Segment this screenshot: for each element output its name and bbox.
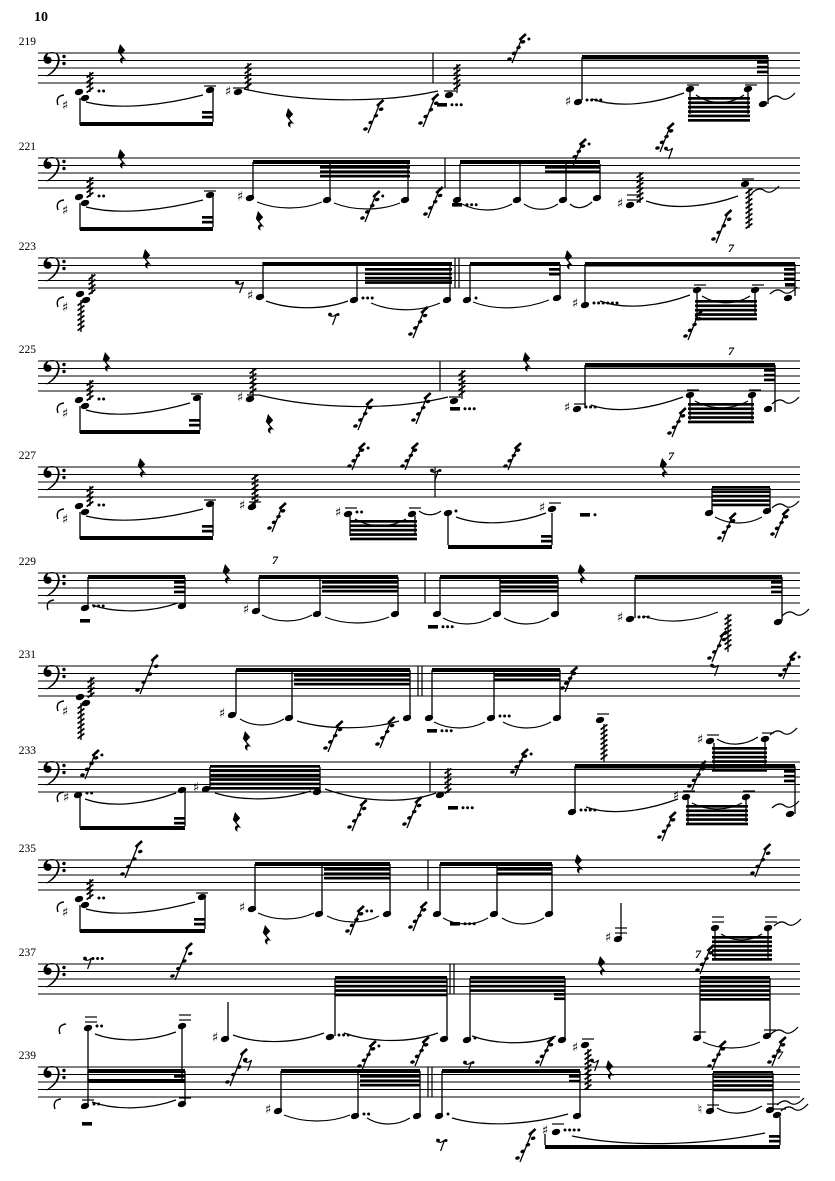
staff-system-223 [38,249,800,340]
svg-text:♯: ♯ [61,512,69,528]
tuplet-numeral: 7 [777,1048,783,1062]
svg-text:♯: ♯ [563,400,571,416]
svg-text:♯: ♯ [264,1102,272,1118]
svg-text:♯: ♯ [238,498,246,514]
svg-text:♯: ♯ [61,704,69,720]
svg-text:♯: ♯ [236,390,244,406]
svg-text:♯: ♯ [61,98,69,114]
page-number: 10 [34,10,48,25]
staff-system-219 [38,34,800,152]
svg-text:♯: ♯ [61,203,69,219]
measure-number: 227 [18,450,36,462]
svg-text:♯: ♯ [616,196,624,212]
svg-text:♯: ♯ [246,288,254,304]
staff-system-229 [38,564,809,662]
svg-text:♯: ♯ [538,500,546,516]
measure-number: 239 [18,1050,36,1062]
staff-system-239 [38,1049,808,1162]
svg-text:♯: ♯ [218,706,226,722]
svg-text:♯: ♯ [61,406,69,422]
svg-text:♯: ♯ [224,84,232,100]
staff-system-227 [38,443,800,549]
measure-number: 219 [18,36,36,48]
tuplet-numeral: 7 [728,241,734,255]
measure-number: 225 [18,344,36,356]
measure-number: 221 [18,141,36,153]
svg-text:♯: ♯ [541,1123,549,1139]
svg-text:♯: ♯ [604,930,612,946]
svg-text:♯: ♯ [696,732,704,748]
svg-text:♯: ♯ [334,505,342,521]
staff-system-235 [38,841,801,974]
svg-text:♯: ♯ [236,189,244,205]
tuplet-numeral: 7 [695,947,701,961]
tuplet-numeral: 7 [668,449,674,463]
svg-text:♯: ♯ [616,610,624,626]
svg-text:♯: ♯ [564,94,572,110]
measure-number: 233 [18,745,36,757]
measure-number: 235 [18,843,36,855]
svg-text:♯: ♯ [238,900,246,916]
svg-text:♯: ♯ [571,296,579,312]
svg-text:♯: ♯ [672,788,680,804]
tuplet-numeral: 7 [728,344,734,358]
svg-text:♯: ♯ [61,300,69,316]
measure-number: 223 [18,241,36,253]
measure-number: 237 [18,947,36,959]
svg-text:♯: ♯ [192,780,200,796]
svg-text:♯: ♯ [211,1030,219,1046]
measure-number: 229 [18,556,36,568]
staff-system-221 [38,139,800,243]
svg-text:♯: ♯ [61,905,69,921]
svg-text:♮: ♮ [697,1102,703,1118]
svg-text:♯: ♯ [571,1040,579,1056]
tuplet-numeral: 7 [272,553,278,567]
staff-system-225 [38,352,800,437]
staff-system-233 [38,749,800,841]
svg-text:♯: ♯ [62,790,70,806]
staff-system-237 [38,943,800,1090]
svg-text:♯: ♯ [242,602,250,618]
measure-number: 231 [18,649,36,661]
